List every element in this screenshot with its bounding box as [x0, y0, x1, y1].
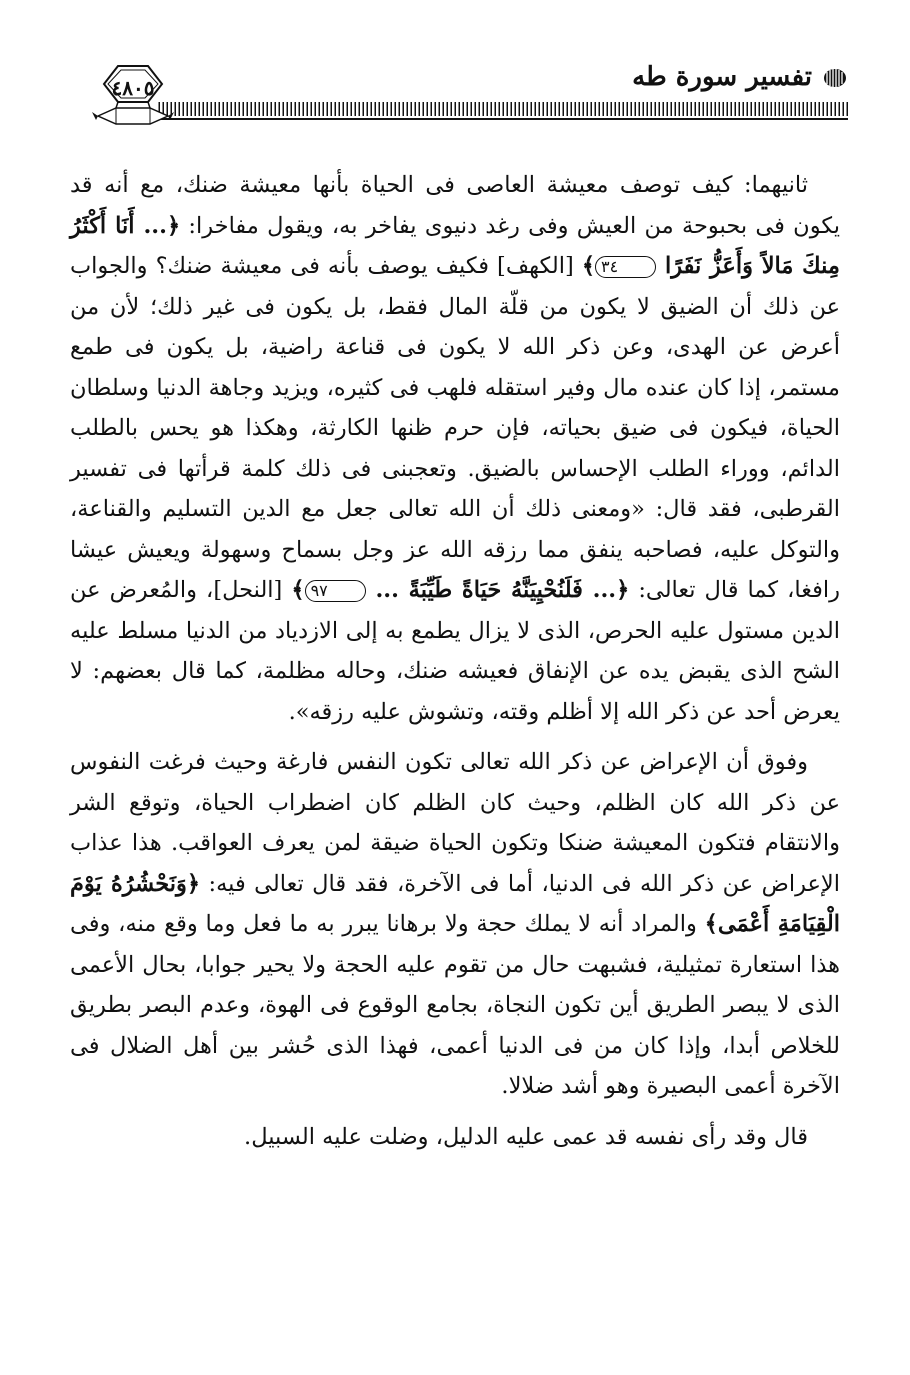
quran-verse: ﴿... فَلَنُحْيِيَنَّهُ حَيَاةً طَيِّبَةً ... [365, 577, 630, 603]
paragraph-text: والمراد أنه لا يملك حجة ولا برهانا يبرر به ما فعل وما وقع منه، وفى هذا استعارة تمثيلية، فشبهت حال من تقوم عليه الحجة ولا يحير جوابا، بحال الأعمى الذى لا يبصر الطريق أين تكون النجاة، بجامع الوقوع فى الهوة، وعدم البصر بطريق للخلاص أبدا، وإذا كان من فى الدنيا أعمى، فهذا الذى حُشر بين أهل الضلال فى الآخرة أعمى البصيرة وهو أشد ضلالا. [70, 911, 840, 1099]
paragraph-text: قال وقد رأى نفسه قد عمى عليه الدليل، وضلت عليه السبيل. [244, 1123, 808, 1150]
paragraph [70, 1117, 840, 1158]
quran-verse: ﴿وَنَحْشُرُهُ يَوْمَ الْقِيَامَةِ أَعْمَى﴾ [70, 870, 840, 937]
paragraph [70, 742, 840, 1107]
flower-ornament-icon [822, 66, 848, 88]
page-header [88, 58, 848, 143]
page-number: ٤٨٠٥ [111, 76, 155, 100]
quran-verse: ﴾ [581, 253, 596, 279]
page-number-badge [88, 58, 178, 143]
header-rule-line [158, 118, 848, 120]
paragraph [70, 165, 840, 732]
running-title-text: تفسير سورة طه [632, 62, 812, 92]
quran-verse: ﴾ [291, 577, 305, 603]
paragraph-text: ثانيهما: كيف توصف معيشة العاصى فى الحياة بأنها معيشة ضنك، مع أنه قد يكون فى بحبوحة من العيش وفى رغد دنيوى يفاخر به، ويقول مفاخرا: [70, 172, 841, 239]
quran-verse: ﴿... أَنَا أَكْثَرُ مِنكَ مَالاً وَأَعَزُّ نَفَرًا [70, 212, 840, 279]
ayah-number-marker: ٣٤ [595, 256, 656, 278]
ayah-number-marker: ٩٧ [305, 580, 366, 602]
header-rule-band [158, 102, 848, 116]
paragraph-text: وفوق أن الإعراض عن ذكر الله تعالى تكون النفس فارغة وحيث فرغت النفوس عن ذكر الله كان الظلم، وحيث كان الظلم كان اضطراب الحياة، وتوقع الشر والانتقام فتكون المعيشة ضنكا وتكون الحياة ضيقة لمن يعرف العواقب. هذا عذاب الإعراض عن ذكر الله فى الدنيا، أما فى الآخرة، فقد قال تعالى فيه: [70, 749, 840, 897]
paragraph-text: [الكهف] فكيف يوصف بأنه فى معيشة ضنك؟ والجواب عن ذلك أن الضيق لا يكون من قلّة المال فقط، بل يكون فى غير ذلك؛ لأن من أعرض عن الهدى، وعن ذكر الله لا يكون فى قناعة راضية، بل يكون فى طمع مستمر، إذا كان عنده مال وفير استقله فلهب فى كثيره، ويزيد وجاهة الدنيا وسلطان الحياة، فيكون فى ضيق بحياته، فإن حرم ظنها الكارثة، وهكذا هو يحس بالطلب الدائم، ووراء الطلب الإحساس بالضيق. وتعجبنى فى ذلك كلمة قرأتها فى تفسير القرطبى، فقد قال: «ومعنى ذلك أن الله تعالى جعل مع الدين التسليم والقناعة، والتوكل عليه، فصاحبه ينفق مما رزقه الله عز وجل بسماح وسهولة ويعيش عيشا رافغا، كما قال تعالى: [70, 253, 840, 603]
running-title [632, 62, 848, 92]
paragraph-text: [النحل]، والمُعرض عن الدين مستول عليه الحرص، الذى لا يزال يطمع به إلى الازدياد من الدنيا مسلط عليه الشح الذى يقبض يده عن الإنفاق فعيشه ضنك، وحاله مظلمة، كما قال بعضهم: لا يعرض أحد عن ذكر الله إلا أظلم وقته، وتشوش عليه رزقه». [70, 577, 840, 725]
body-text [70, 165, 840, 1157]
